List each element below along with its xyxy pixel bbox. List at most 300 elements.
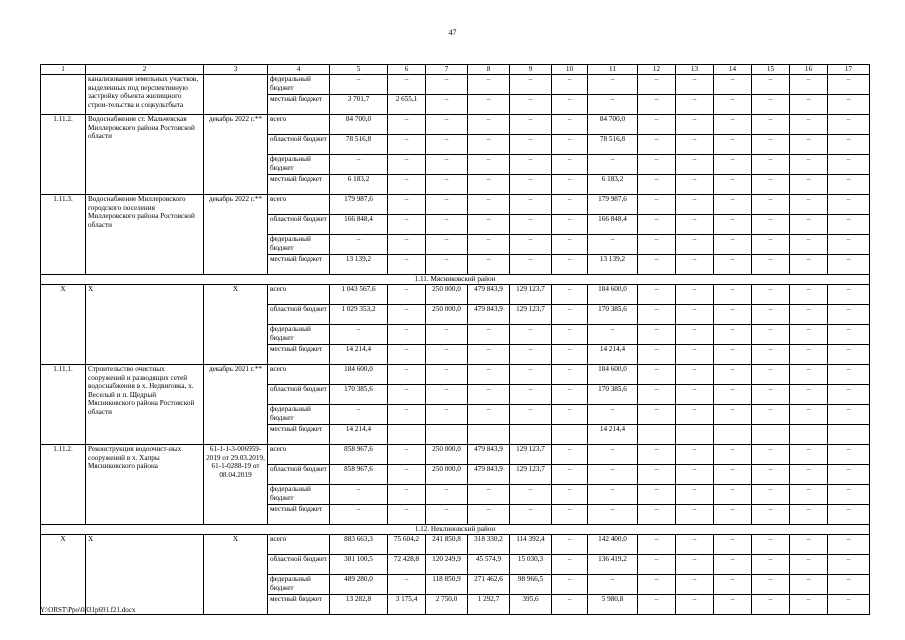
section-title: 1.12. Неклиновский район xyxy=(41,525,870,535)
value-cell: – xyxy=(790,575,828,595)
value-cell: – xyxy=(676,325,714,345)
value-cell: – xyxy=(790,155,828,175)
value-cell: – xyxy=(552,95,588,115)
value-cell: – xyxy=(638,535,676,555)
value-cell: – xyxy=(714,345,752,365)
value-cell: – xyxy=(638,345,676,365)
value-cell: – xyxy=(714,535,752,555)
value-cell: – xyxy=(676,115,714,135)
value-cell: – xyxy=(588,575,638,595)
value-cell: – xyxy=(426,175,468,195)
value-cell: 184 600,0 xyxy=(588,285,638,305)
funding-source-cell: местный бюджет xyxy=(268,595,330,615)
column-number-cell: 13 xyxy=(676,65,714,75)
value-cell: – xyxy=(426,75,468,95)
item-number-cell: 1.11.2. xyxy=(41,115,86,195)
value-cell: – xyxy=(510,195,552,215)
item-number-cell: Х xyxy=(41,285,86,365)
value-cell: – xyxy=(638,115,676,135)
value-cell: 184 600,0 xyxy=(588,365,638,385)
value-cell: – xyxy=(330,405,388,425)
value-cell: – xyxy=(828,385,870,405)
funding-source-cell: всего xyxy=(268,535,330,555)
value-cell: – xyxy=(714,135,752,155)
funding-source-cell: федеральный бюджет xyxy=(268,235,330,255)
value-cell: – xyxy=(388,465,426,485)
value-cell: – xyxy=(676,75,714,95)
value-cell: – xyxy=(828,405,870,425)
table-row xyxy=(41,445,870,465)
value-cell: – xyxy=(828,95,870,115)
value-cell: – xyxy=(468,485,510,505)
value-cell: – xyxy=(714,575,752,595)
value-cell xyxy=(676,425,714,445)
value-cell: 129 123,7 xyxy=(510,445,552,465)
value-cell: – xyxy=(510,325,552,345)
value-cell: – xyxy=(714,75,752,95)
table-row xyxy=(41,365,870,385)
value-cell: – xyxy=(468,235,510,255)
value-cell: – xyxy=(426,135,468,155)
value-cell xyxy=(828,425,870,445)
value-cell: – xyxy=(552,555,588,575)
value-cell: 170 385,6 xyxy=(588,305,638,325)
value-cell: – xyxy=(552,485,588,505)
value-cell: – xyxy=(552,365,588,385)
value-cell: – xyxy=(552,285,588,305)
value-cell: – xyxy=(638,405,676,425)
value-cell: 250 000,0 xyxy=(426,465,468,485)
value-cell: 129 123,7 xyxy=(510,465,552,485)
value-cell: – xyxy=(552,115,588,135)
value-cell: – xyxy=(638,235,676,255)
table-row xyxy=(41,195,870,215)
item-name-cell: Водоснабжение Миллеровского городского поселения Миллеровского района Ростовской области xyxy=(86,195,204,275)
value-cell: 1 029 353,2 xyxy=(330,305,388,325)
value-cell: – xyxy=(828,535,870,555)
item-number-cell xyxy=(41,75,86,115)
funding-source-cell: федеральный бюджет xyxy=(268,155,330,175)
value-cell: – xyxy=(468,405,510,425)
value-cell: – xyxy=(552,535,588,555)
item-deadline-cell: декабрь 2022 г.** xyxy=(204,195,268,275)
column-number-cell: 9 xyxy=(510,65,552,75)
column-number-cell: 5 xyxy=(330,65,388,75)
value-cell: – xyxy=(638,305,676,325)
item-number-cell: 1.11.1. xyxy=(41,365,86,445)
value-cell: – xyxy=(388,575,426,595)
value-cell: – xyxy=(468,155,510,175)
value-cell: – xyxy=(468,505,510,525)
value-cell: – xyxy=(828,155,870,175)
value-cell: – xyxy=(552,405,588,425)
funding-source-cell: областной бюджет xyxy=(268,555,330,575)
value-cell: – xyxy=(752,385,790,405)
value-cell: – xyxy=(714,485,752,505)
table-body xyxy=(41,65,870,615)
value-cell: – xyxy=(510,365,552,385)
value-cell: – xyxy=(714,255,752,275)
value-cell: – xyxy=(790,535,828,555)
value-cell: – xyxy=(426,255,468,275)
value-cell: – xyxy=(552,385,588,405)
value-cell: 72 428,8 xyxy=(388,555,426,575)
value-cell: – xyxy=(790,325,828,345)
item-number-cell: Х xyxy=(41,535,86,615)
value-cell: – xyxy=(468,75,510,95)
value-cell: – xyxy=(468,215,510,235)
value-cell: – xyxy=(426,195,468,215)
value-cell: – xyxy=(676,95,714,115)
value-cell: – xyxy=(752,95,790,115)
funding-source-cell: областной бюджет xyxy=(268,215,330,235)
value-cell: – xyxy=(752,155,790,175)
value-cell: – xyxy=(638,465,676,485)
value-cell: 114 392,4 xyxy=(510,535,552,555)
value-cell: – xyxy=(828,195,870,215)
value-cell: – xyxy=(552,235,588,255)
value-cell: – xyxy=(510,75,552,95)
value-cell: – xyxy=(828,255,870,275)
value-cell: 250 000,0 xyxy=(426,445,468,465)
value-cell: 381 100,5 xyxy=(330,555,388,575)
value-cell: – xyxy=(790,305,828,325)
value-cell: – xyxy=(676,505,714,525)
column-number-cell: 16 xyxy=(790,65,828,75)
value-cell: – xyxy=(752,75,790,95)
value-cell: – xyxy=(510,235,552,255)
value-cell: – xyxy=(510,95,552,115)
value-cell: – xyxy=(588,405,638,425)
value-cell: 184 600,0 xyxy=(330,365,388,385)
value-cell: – xyxy=(676,405,714,425)
value-cell: – xyxy=(388,385,426,405)
value-cell: – xyxy=(714,465,752,485)
value-cell: – xyxy=(638,595,676,615)
value-cell: – xyxy=(330,325,388,345)
value-cell: – xyxy=(752,365,790,385)
value-cell xyxy=(552,425,588,445)
value-cell: 13 139,2 xyxy=(330,255,388,275)
value-cell: – xyxy=(388,285,426,305)
value-cell: – xyxy=(388,325,426,345)
funding-source-cell: федеральный бюджет xyxy=(268,405,330,425)
value-cell: – xyxy=(552,155,588,175)
item-name-cell: Х xyxy=(86,535,204,615)
value-cell: – xyxy=(638,575,676,595)
item-deadline-cell: Х xyxy=(204,535,268,615)
value-cell: – xyxy=(752,505,790,525)
value-cell: – xyxy=(638,135,676,155)
item-name-cell: Водоснабжение ст. Мальчевская Миллеровского района Ростовской области xyxy=(86,115,204,195)
value-cell: – xyxy=(510,255,552,275)
item-deadline-cell: декабрь 2021 г.** xyxy=(204,365,268,445)
value-cell: 179 987,6 xyxy=(330,195,388,215)
value-cell: 489 280,0 xyxy=(330,575,388,595)
value-cell xyxy=(714,425,752,445)
value-cell: 479 843,9 xyxy=(468,445,510,465)
value-cell: – xyxy=(790,445,828,465)
value-cell: – xyxy=(752,595,790,615)
value-cell: – xyxy=(752,325,790,345)
value-cell: 6 183,2 xyxy=(588,175,638,195)
value-cell: – xyxy=(828,465,870,485)
value-cell: 318 330,2 xyxy=(468,535,510,555)
value-cell: – xyxy=(510,505,552,525)
value-cell: – xyxy=(588,75,638,95)
value-cell: 13 139,2 xyxy=(588,255,638,275)
value-cell: – xyxy=(790,385,828,405)
value-cell: – xyxy=(426,115,468,135)
value-cell: – xyxy=(388,215,426,235)
value-cell: – xyxy=(330,155,388,175)
value-cell: – xyxy=(676,175,714,195)
item-deadline-cell: декабрь 2022 г.** xyxy=(204,115,268,195)
value-cell: – xyxy=(552,575,588,595)
value-cell: – xyxy=(552,75,588,95)
value-cell: – xyxy=(714,505,752,525)
value-cell xyxy=(468,425,510,445)
value-cell: – xyxy=(676,255,714,275)
value-cell: 2 655,1 xyxy=(388,95,426,115)
funding-source-cell: федеральный бюджет xyxy=(268,485,330,505)
value-cell: – xyxy=(638,385,676,405)
value-cell: – xyxy=(638,75,676,95)
value-cell: 250 000,0 xyxy=(426,305,468,325)
funding-source-cell: всего xyxy=(268,195,330,215)
value-cell: – xyxy=(790,95,828,115)
value-cell: – xyxy=(790,75,828,95)
value-cell: – xyxy=(828,595,870,615)
value-cell: – xyxy=(828,135,870,155)
value-cell: – xyxy=(676,445,714,465)
value-cell: – xyxy=(828,345,870,365)
value-cell: – xyxy=(714,305,752,325)
value-cell: – xyxy=(638,485,676,505)
item-number-cell: 1.11.2. xyxy=(41,445,86,525)
column-number-cell: 12 xyxy=(638,65,676,75)
value-cell: – xyxy=(552,135,588,155)
value-cell: – xyxy=(790,255,828,275)
value-cell: 858 967,6 xyxy=(330,465,388,485)
table-row xyxy=(41,75,870,95)
value-cell: – xyxy=(676,215,714,235)
value-cell: – xyxy=(676,385,714,405)
funding-source-cell: местный бюджет xyxy=(268,95,330,115)
value-cell: 166 848,4 xyxy=(588,215,638,235)
value-cell: – xyxy=(828,235,870,255)
value-cell: – xyxy=(714,555,752,575)
value-cell: – xyxy=(638,325,676,345)
table-row xyxy=(41,285,870,305)
value-cell: – xyxy=(790,175,828,195)
value-cell: – xyxy=(552,465,588,485)
value-cell: – xyxy=(828,575,870,595)
value-cell: – xyxy=(790,365,828,385)
value-cell: – xyxy=(790,285,828,305)
value-cell: – xyxy=(426,385,468,405)
value-cell: 15 030,3 xyxy=(510,555,552,575)
value-cell: 241 850,8 xyxy=(426,535,468,555)
value-cell: – xyxy=(552,345,588,365)
funding-source-cell: областной бюджет xyxy=(268,465,330,485)
value-cell: – xyxy=(510,175,552,195)
value-cell: – xyxy=(468,115,510,135)
value-cell: – xyxy=(588,465,638,485)
value-cell: – xyxy=(714,405,752,425)
column-number-cell: 10 xyxy=(552,65,588,75)
value-cell: – xyxy=(714,385,752,405)
value-cell: – xyxy=(588,485,638,505)
value-cell: – xyxy=(714,445,752,465)
value-cell: – xyxy=(676,285,714,305)
value-cell: – xyxy=(552,325,588,345)
column-number-cell: 6 xyxy=(388,65,426,75)
column-number-cell: 3 xyxy=(204,65,268,75)
column-number-cell: 15 xyxy=(752,65,790,75)
item-name-cell: Реконструкция водоочист-ных сооружений в х. Хапры Мясниковского района xyxy=(86,445,204,525)
value-cell: – xyxy=(638,285,676,305)
value-cell: – xyxy=(676,365,714,385)
funding-source-cell: областной бюджет xyxy=(268,135,330,155)
funding-source-cell: местный бюджет xyxy=(268,175,330,195)
value-cell: – xyxy=(752,305,790,325)
value-cell: – xyxy=(510,155,552,175)
value-cell: – xyxy=(388,485,426,505)
value-cell: – xyxy=(426,235,468,255)
item-name-cell: Строительство очистных сооружений и разводящих сетей водоснабжения в х. Недвиговка, х. Веселый и п. Щедрый Мясниковского района Ростовской области xyxy=(86,365,204,445)
section-title: 1.11. Мясниковский район xyxy=(41,275,870,285)
value-cell: 883 663,3 xyxy=(330,535,388,555)
value-cell: – xyxy=(426,215,468,235)
value-cell: 120 249,9 xyxy=(426,555,468,575)
value-cell: – xyxy=(828,325,870,345)
value-cell: 170 385,6 xyxy=(588,385,638,405)
funding-source-cell: местный бюджет xyxy=(268,255,330,275)
value-cell: 78 516,8 xyxy=(330,135,388,155)
value-cell: – xyxy=(714,235,752,255)
value-cell: 3 701,7 xyxy=(330,95,388,115)
value-cell: – xyxy=(752,235,790,255)
value-cell: – xyxy=(714,215,752,235)
value-cell: – xyxy=(588,155,638,175)
value-cell: – xyxy=(588,95,638,115)
value-cell: – xyxy=(388,405,426,425)
value-cell: 858 967,6 xyxy=(330,445,388,465)
column-number-cell: 8 xyxy=(468,65,510,75)
value-cell: – xyxy=(752,535,790,555)
funding-source-cell: местный бюджет xyxy=(268,505,330,525)
value-cell: 75 604,2 xyxy=(388,535,426,555)
value-cell: – xyxy=(676,155,714,175)
value-cell: – xyxy=(330,235,388,255)
value-cell: 479 843,9 xyxy=(468,285,510,305)
value-cell: – xyxy=(638,445,676,465)
value-cell: – xyxy=(676,555,714,575)
value-cell: – xyxy=(714,95,752,115)
value-cell: – xyxy=(638,95,676,115)
value-cell: 2 750,0 xyxy=(426,595,468,615)
funding-source-cell: всего xyxy=(268,365,330,385)
item-name-cell: Х xyxy=(86,285,204,365)
value-cell: – xyxy=(752,135,790,155)
value-cell: – xyxy=(752,215,790,235)
value-cell: – xyxy=(676,595,714,615)
item-deadline-cell xyxy=(204,75,268,115)
column-number-cell: 11 xyxy=(588,65,638,75)
value-cell: – xyxy=(388,195,426,215)
column-number-cell: 4 xyxy=(268,65,330,75)
value-cell: – xyxy=(790,595,828,615)
value-cell: 136 419,2 xyxy=(588,555,638,575)
value-cell: – xyxy=(468,345,510,365)
item-number-cell: 1.11.3. xyxy=(41,195,86,275)
value-cell: – xyxy=(828,285,870,305)
value-cell: 479 843,9 xyxy=(468,465,510,485)
value-cell: – xyxy=(638,255,676,275)
value-cell: – xyxy=(552,175,588,195)
value-cell: – xyxy=(676,235,714,255)
value-cell: – xyxy=(388,365,426,385)
value-cell: – xyxy=(676,305,714,325)
funding-source-cell: всего xyxy=(268,445,330,465)
value-cell: 14 214,4 xyxy=(588,425,638,445)
value-cell: – xyxy=(638,215,676,235)
value-cell: 84 700,0 xyxy=(330,115,388,135)
value-cell: – xyxy=(676,485,714,505)
value-cell: – xyxy=(468,325,510,345)
value-cell: 84 700,0 xyxy=(588,115,638,135)
value-cell: – xyxy=(828,215,870,235)
value-cell: – xyxy=(638,555,676,575)
value-cell: – xyxy=(752,285,790,305)
value-cell: 179 987,6 xyxy=(588,195,638,215)
value-cell: – xyxy=(426,405,468,425)
value-cell: – xyxy=(426,505,468,525)
funding-source-cell: федеральный бюджет xyxy=(268,325,330,345)
value-cell: – xyxy=(388,75,426,95)
value-cell: 118 850,9 xyxy=(426,575,468,595)
table-row xyxy=(41,535,870,555)
funding-source-cell: федеральный бюджет xyxy=(268,575,330,595)
column-number-cell: 14 xyxy=(714,65,752,75)
value-cell: – xyxy=(828,485,870,505)
funding-source-cell: областной бюджет xyxy=(268,385,330,405)
value-cell: – xyxy=(714,595,752,615)
value-cell: – xyxy=(388,345,426,365)
column-number-cell: 2 xyxy=(86,65,204,75)
value-cell: – xyxy=(588,235,638,255)
funding-source-cell: областной бюджет xyxy=(268,305,330,325)
value-cell: 479 843,9 xyxy=(468,305,510,325)
value-cell: – xyxy=(714,115,752,135)
value-cell: – xyxy=(752,255,790,275)
column-number-cell: 1 xyxy=(41,65,86,75)
value-cell xyxy=(638,425,676,445)
value-cell: – xyxy=(752,575,790,595)
value-cell: – xyxy=(638,195,676,215)
value-cell: – xyxy=(510,485,552,505)
value-cell: – xyxy=(714,175,752,195)
funding-source-cell: местный бюджет xyxy=(268,345,330,365)
value-cell: – xyxy=(752,345,790,365)
value-cell: – xyxy=(638,175,676,195)
value-cell: – xyxy=(510,215,552,235)
value-cell: – xyxy=(828,115,870,135)
value-cell: – xyxy=(468,175,510,195)
value-cell: – xyxy=(552,215,588,235)
value-cell: – xyxy=(552,445,588,465)
